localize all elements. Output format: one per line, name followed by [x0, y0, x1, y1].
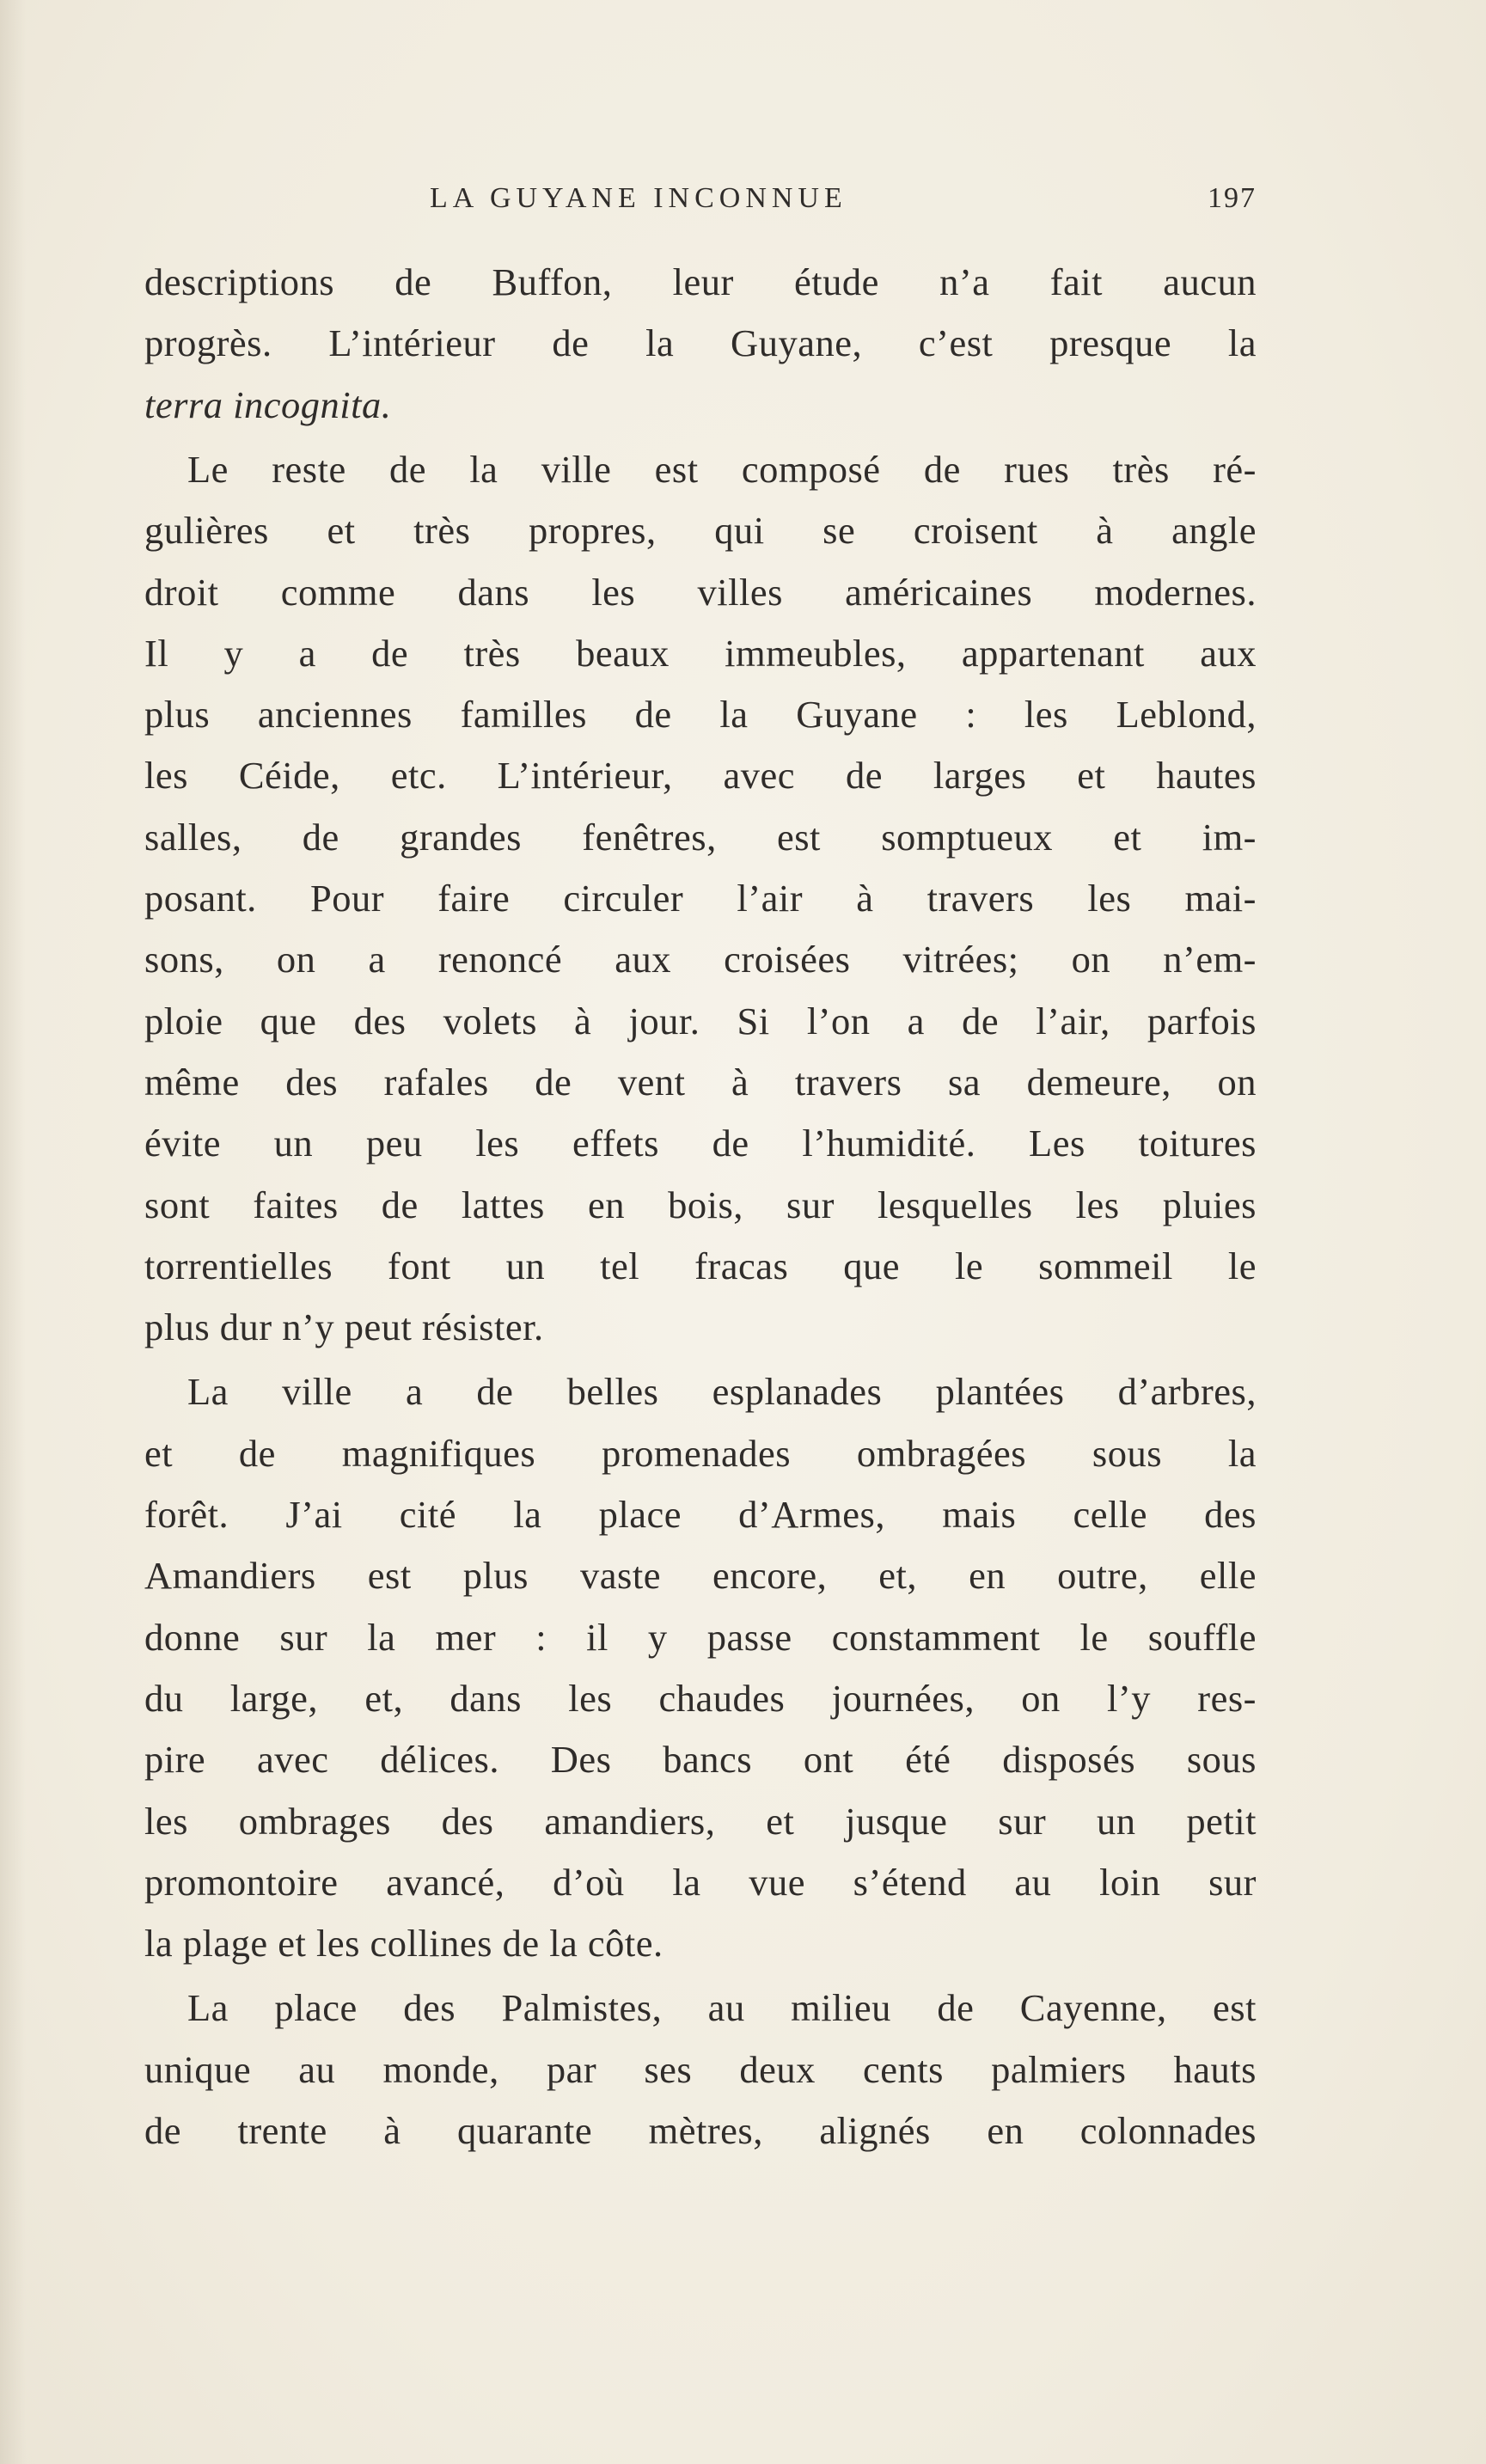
- running-title: LA GUYANE INCONNUE: [430, 182, 847, 214]
- text-line: La ville a de belles esplanades plantées d’arbres,: [187, 1370, 1257, 1414]
- text-line: Il y a de très beaux immeubles, appartenant aux: [144, 631, 1257, 675]
- text-line: la plage et les collines de la côte.: [144, 1922, 664, 1966]
- text-line: les ombrages des amandiers, et jusque sur un petit: [144, 1799, 1257, 1843]
- text-line: gulières et très propres, qui se croisent à angle: [144, 509, 1257, 553]
- text-line: évite un peu les effets de l’humidité. Les toitures: [144, 1122, 1257, 1165]
- text-line: Le reste de la ville est composé de rues très ré-: [187, 447, 1257, 491]
- page-fold-shadow: [0, 0, 26, 2464]
- text-line: plus anciennes familles de la Guyane : les Leblond,: [144, 693, 1257, 737]
- page-header: [144, 182, 1257, 225]
- text-line: posant. Pour faire circuler l’air à travers les mai-: [144, 877, 1257, 920]
- text-line: droit comme dans les villes américaines modernes.: [144, 570, 1257, 614]
- text-line: même des rafales de vent à travers sa demeure, on: [144, 1060, 1257, 1104]
- text-line: plus dur n’y peut résister.: [144, 1305, 544, 1349]
- page-number: 197: [1208, 182, 1257, 214]
- text-line: promontoire avancé, d’où la vue s’étend au loin sur: [144, 1860, 1257, 1904]
- text-line: torrentielles font un tel fracas que le sommeil le: [144, 1244, 1257, 1287]
- text-line: ploie que des volets à jour. Si l’on a de l’air, parfois: [144, 999, 1257, 1042]
- text-line: salles, de grandes fenêtres, est somptueux et im-: [144, 815, 1257, 859]
- text-line: et de magnifiques promenades ombragées sous la: [144, 1431, 1257, 1475]
- text-line: La place des Palmistes, au milieu de Cayenne, est: [187, 1986, 1257, 2030]
- text-line: pire avec délices. Des bancs ont été disposés sous: [144, 1738, 1257, 1782]
- text-line: terra incognita.: [144, 382, 392, 426]
- text-line: progrès. L’intérieur de la Guyane, c’est presque la: [144, 321, 1257, 365]
- text-line: unique au monde, par ses deux cents palmiers hauts: [144, 2047, 1257, 2091]
- text-line: donne sur la mer : il y passe constamment le souffle: [144, 1615, 1257, 1659]
- text-line: du large, et, dans les chaudes journées, on l’y res-: [144, 1676, 1257, 1720]
- text-line: Amandiers est plus vaste encore, et, en outre, elle: [144, 1554, 1257, 1598]
- text-line: descriptions de Buffon, leur étude n’a fait aucun: [144, 260, 1257, 303]
- text-line: sons, on a renoncé aux croisées vitrées; on n’em-: [144, 938, 1257, 981]
- text-line: forêt. J’ai cité la place d’Armes, mais celle des: [144, 1493, 1257, 1536]
- text-line: les Céide, etc. L’intérieur, avec de larges et hautes: [144, 754, 1257, 798]
- text-line: sont faites de lattes en bois, sur lesquelles les pluies: [144, 1183, 1257, 1226]
- text-line: de trente à quarante mètres, alignés en colonnades: [144, 2109, 1257, 2152]
